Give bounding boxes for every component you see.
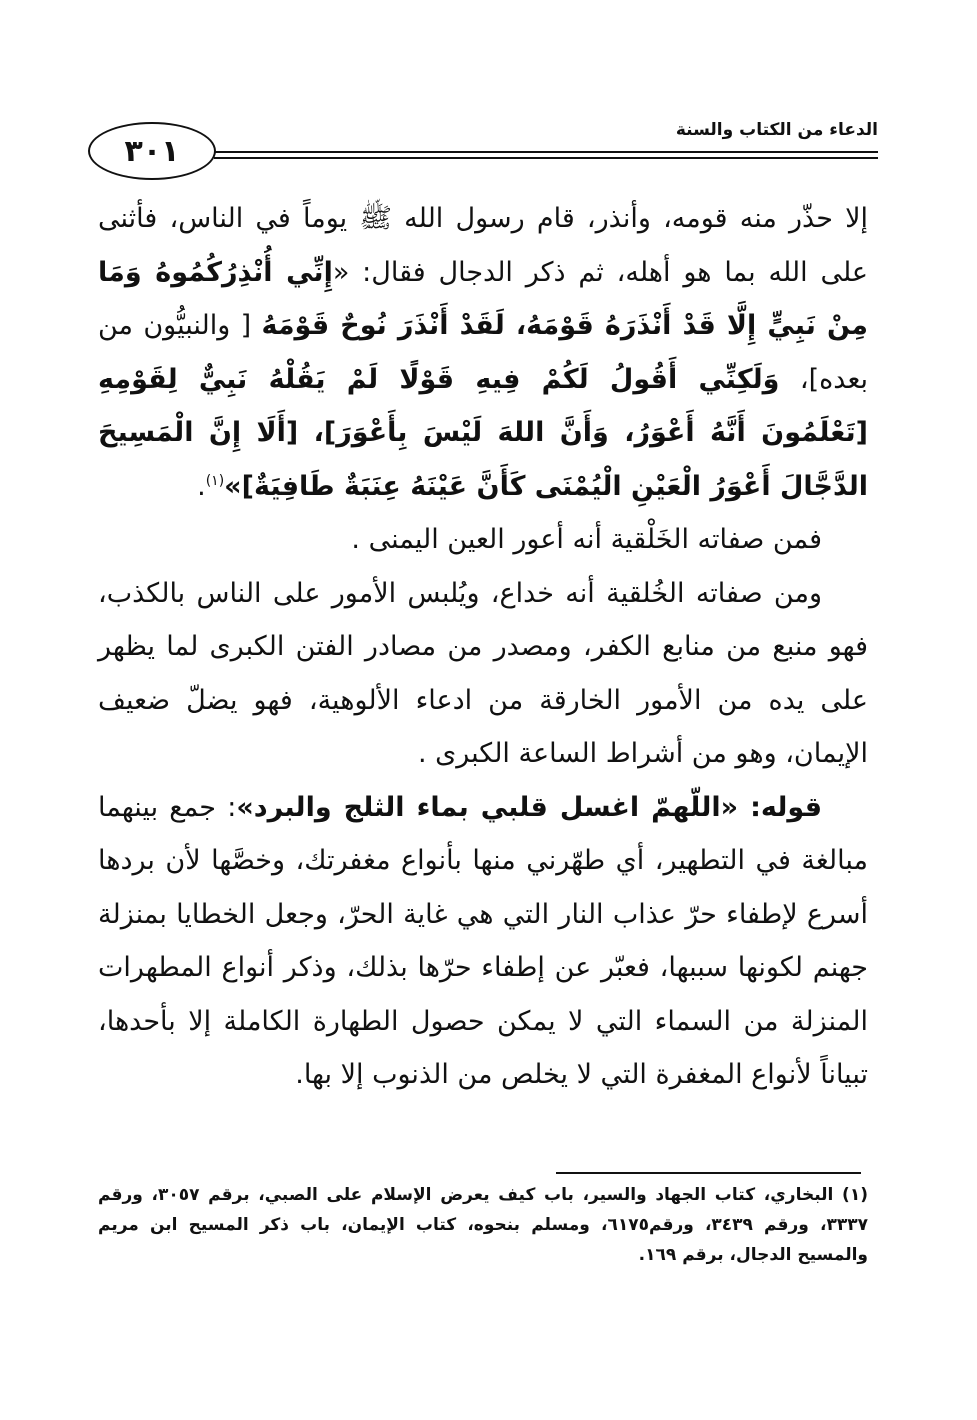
page-number-text: ٣٠١ (124, 133, 180, 169)
footnote-text: (١) البخاري، كتاب الجهاد والسير، باب كيف يعرض الإسلام على الصبي، برقم ٣٠٥٧، ورقم ٣٣٣٧، ورقم ٣٤٣٩، ورقم٦١٧٥، ومسلم بنحوه، كتاب الإيمان، باب ذكر المسيح ابن مريم والمسيح الدجال، برقم ١٦٩. (98, 1185, 868, 1265)
commentary-label: قوله: «اللّهمّ اغسل قلبي بماء الثلج والبرد» (236, 791, 822, 823)
paragraph-moral-trait: ومن صفاته الخُلقية أنه خداع، ويُلبس الأمور على الناس بالكذب، فهو منبع من منابع الكفر، ومصدر من مصادر الفتن الكبرى لما يظهر على يده من الأمور الخارقة من ادعاء الألوهية، فهو يضلّ ضعيف الإيمان، وهو من أشراط الساعة الكبرى . (98, 577, 868, 769)
hadith-quote-2: وَلَكِنِّي أَقُولُ لَكُمْ فِيهِ قَوْلًا لَمْ يَقُلْهُ نَبِيٌّ لِقَوْمِهِ (98, 363, 780, 395)
hadith-quote-3: أَلَا إِنَّ الْمَسِيحَ الدَّجَّالَ أَعْوَرُ الْعَيْنِ الْيُمْنَى كَأَنَّ عَيْنَهُ عِنَبَةٌ طَافِيَةٌ (98, 417, 868, 502)
hadith-end: . (197, 470, 206, 502)
main-text (98, 192, 868, 1102)
paragraph-commentary (98, 781, 868, 1102)
hadith-bracket-1: [ والنبيُّون من بعده]، (98, 310, 868, 395)
footnote (98, 1180, 868, 1270)
header-rule-top (214, 151, 878, 153)
paragraph-hadith (98, 192, 868, 513)
paragraph-physical-trait: فمن صفاته الخَلْقية أنه أعور العين اليمنى . (351, 524, 822, 555)
header-rule-bottom (214, 157, 878, 159)
hadith-quote-1: إِنِّي أُنْذِرُكُمُوهُ وَمَا مِنْ نَبِيٍّ إِلَّا قَدْ أَنْذَرَهُ قَوْمَهُ، لَقَدْ أَنْذَرَ نُوحٌ قَوْمَهُ (98, 256, 868, 341)
footnote-marker: (١) (205, 472, 225, 489)
footnote-separator (556, 1172, 861, 1174)
hadith-intro: إلا حذّر منه قومه، وأنذر، قام رسول الله ﷺ يوماً في الناس، فأثنى على الله بما هو أهله، ثم ذكر الدجال فقال: « (98, 203, 868, 288)
page-number (88, 122, 216, 180)
hadith-close: ]» (224, 470, 254, 502)
page-header (88, 118, 878, 188)
commentary-text: : جمع بينهما مبالغة في التطهير، أي طهّرني منها بأنواع مغفرتك، وخصَّها لأن بردها أسرع لإطفاء حرّ عذاب النار التي هي غاية الحرّ، وجعل الخطايا بمنزلة جهنم لكونها سببها، فعبّر عن إطفاء حرّها بذلك، وذكر أنواع المطهرات المنزلة من السماء التي لا يمكن حصول الطهارة الكاملة إلا بأحدها، تبياناً لأنواع المغفرة التي لا يخلص من الذنوب إلا بها. (98, 791, 868, 1090)
running-title: الدعاء من الكتاب والسنة (675, 120, 878, 140)
hadith-bracket-2: [تَعْلَمُونَ أَنَّهُ أَعْوَرُ، وَأَنَّ اللهَ لَيْسَ بِأَعْوَرَ]، [ (285, 417, 868, 448)
